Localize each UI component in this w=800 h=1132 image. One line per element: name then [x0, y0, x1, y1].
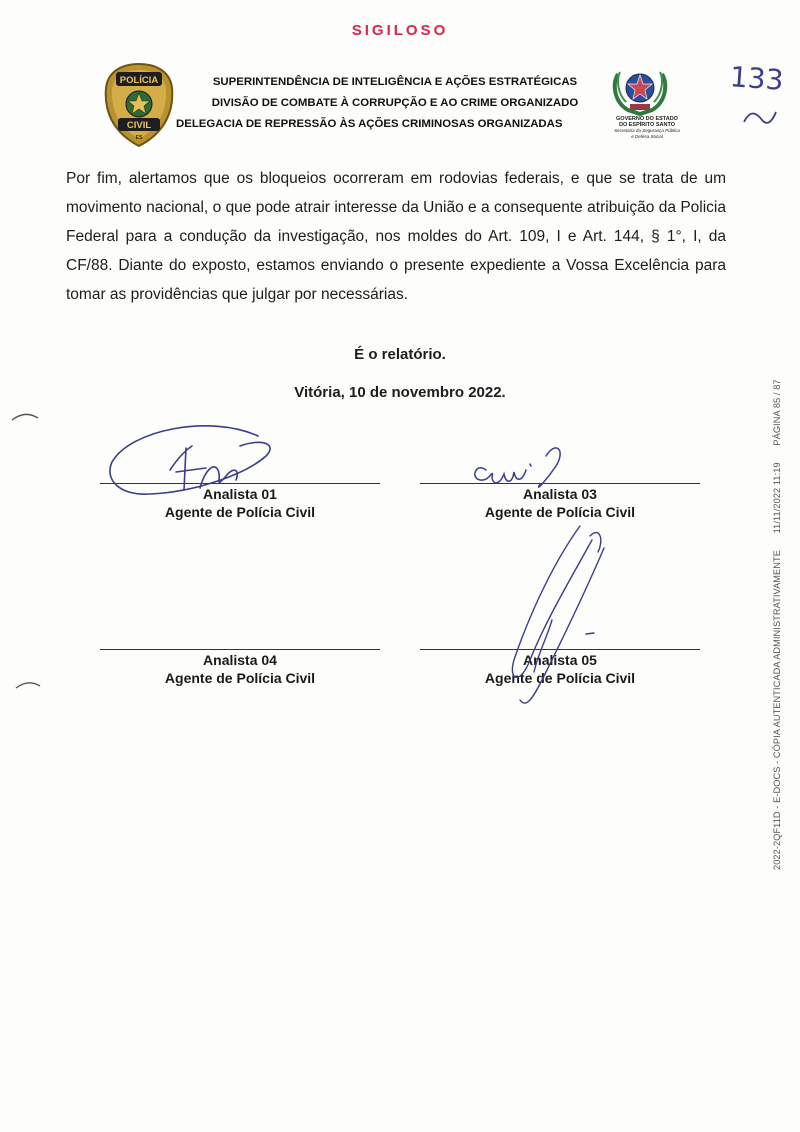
handwritten-tilde-mark [740, 104, 780, 130]
classification-label: SIGILOSO [351, 22, 449, 39]
letterhead [100, 62, 700, 152]
signature-line [420, 649, 700, 650]
letterhead-titles [176, 72, 610, 135]
handwritten-page-number: 133 [728, 60, 785, 97]
signatory-name: Analista 04 [203, 652, 277, 668]
signatory-role: Agente de Polícia Civil [164, 670, 316, 686]
gov-line-4: e Defesa Social [631, 134, 663, 139]
stamp-code: 2022-2QF11D - E-DOCS - CÓPIA AUTENTICADA ADMINISTRATIVAMENTE [772, 550, 782, 870]
report-closing-line: É o relatório. [354, 346, 446, 363]
signatory-role: Agente de Polícia Civil [484, 670, 636, 686]
badge-bottom-text: CIVIL [126, 120, 152, 131]
badge-top-text: POLÍCIA [119, 75, 159, 86]
gov-line-1: GOVERNO DO ESTADO [616, 116, 678, 122]
gov-line-3: Secretaria da Segurança Pública [614, 128, 680, 133]
state-coat-of-arms-icon [610, 64, 670, 116]
signature-line [420, 483, 700, 484]
signatory-name: Analista 01 [203, 486, 277, 502]
signatory-name: Analista 03 [523, 486, 597, 502]
signature-block-analista-01 [100, 483, 380, 521]
place-and-date: Vitória, 10 de novembro 2022. [294, 384, 506, 401]
signature-block-analista-05 [420, 649, 700, 687]
police-badge-icon [104, 62, 174, 148]
signature-line [100, 483, 380, 484]
stamp-page: PÁGINA 85 / 87 [772, 379, 782, 446]
signature-block-analista-03 [420, 483, 700, 521]
signatory-role: Agente de Polícia Civil [484, 504, 636, 520]
header-line-3: DELEGACIA DE REPRESSÃO ÀS AÇÕES CRIMINOSAS ORGANIZADAS [176, 118, 563, 130]
state-government-caption [612, 116, 682, 140]
header-line-1: SUPERINTENDÊNCIA DE INTELIGÊNCIA E AÇÕES ESTRATÉGICAS [212, 76, 578, 88]
signatory-role: Agente de Polícia Civil [164, 504, 316, 520]
signature-block-analista-04 [100, 649, 380, 687]
signatory-name: Analista 05 [523, 652, 597, 668]
badge-es-text: ES [135, 135, 143, 141]
signature-scribble-analista-03 [475, 448, 560, 487]
body-paragraph: Por fim, alertamos que os bloqueios ocorreram em rodovias federais, e que se trata de um movimento nacional, o que pode atrair interesse da União e a consequente atribuição da Policia Federal para a condução da investigação, nos moldes do Art. 109, I e Art. 144, § 1°, I, da CF/88. Diante do exposto, estamos enviando o presente expediente a Vossa Excelência para tomar as providências que julgar por necessárias. [66, 170, 726, 303]
signature-line [100, 649, 380, 650]
authentication-side-stamp [772, 365, 782, 870]
stamp-datetime: 11/11/2022 11:19 [772, 462, 782, 534]
margin-pencil-mark-lower [16, 683, 40, 688]
header-line-2: DIVISÃO DE COMBATE À CORRUPÇÃO E AO CRIME ORGANIZADO [211, 97, 579, 109]
gov-line-2: DO ESPÍRITO SANTO [618, 122, 676, 128]
margin-pencil-mark-upper [12, 414, 38, 420]
